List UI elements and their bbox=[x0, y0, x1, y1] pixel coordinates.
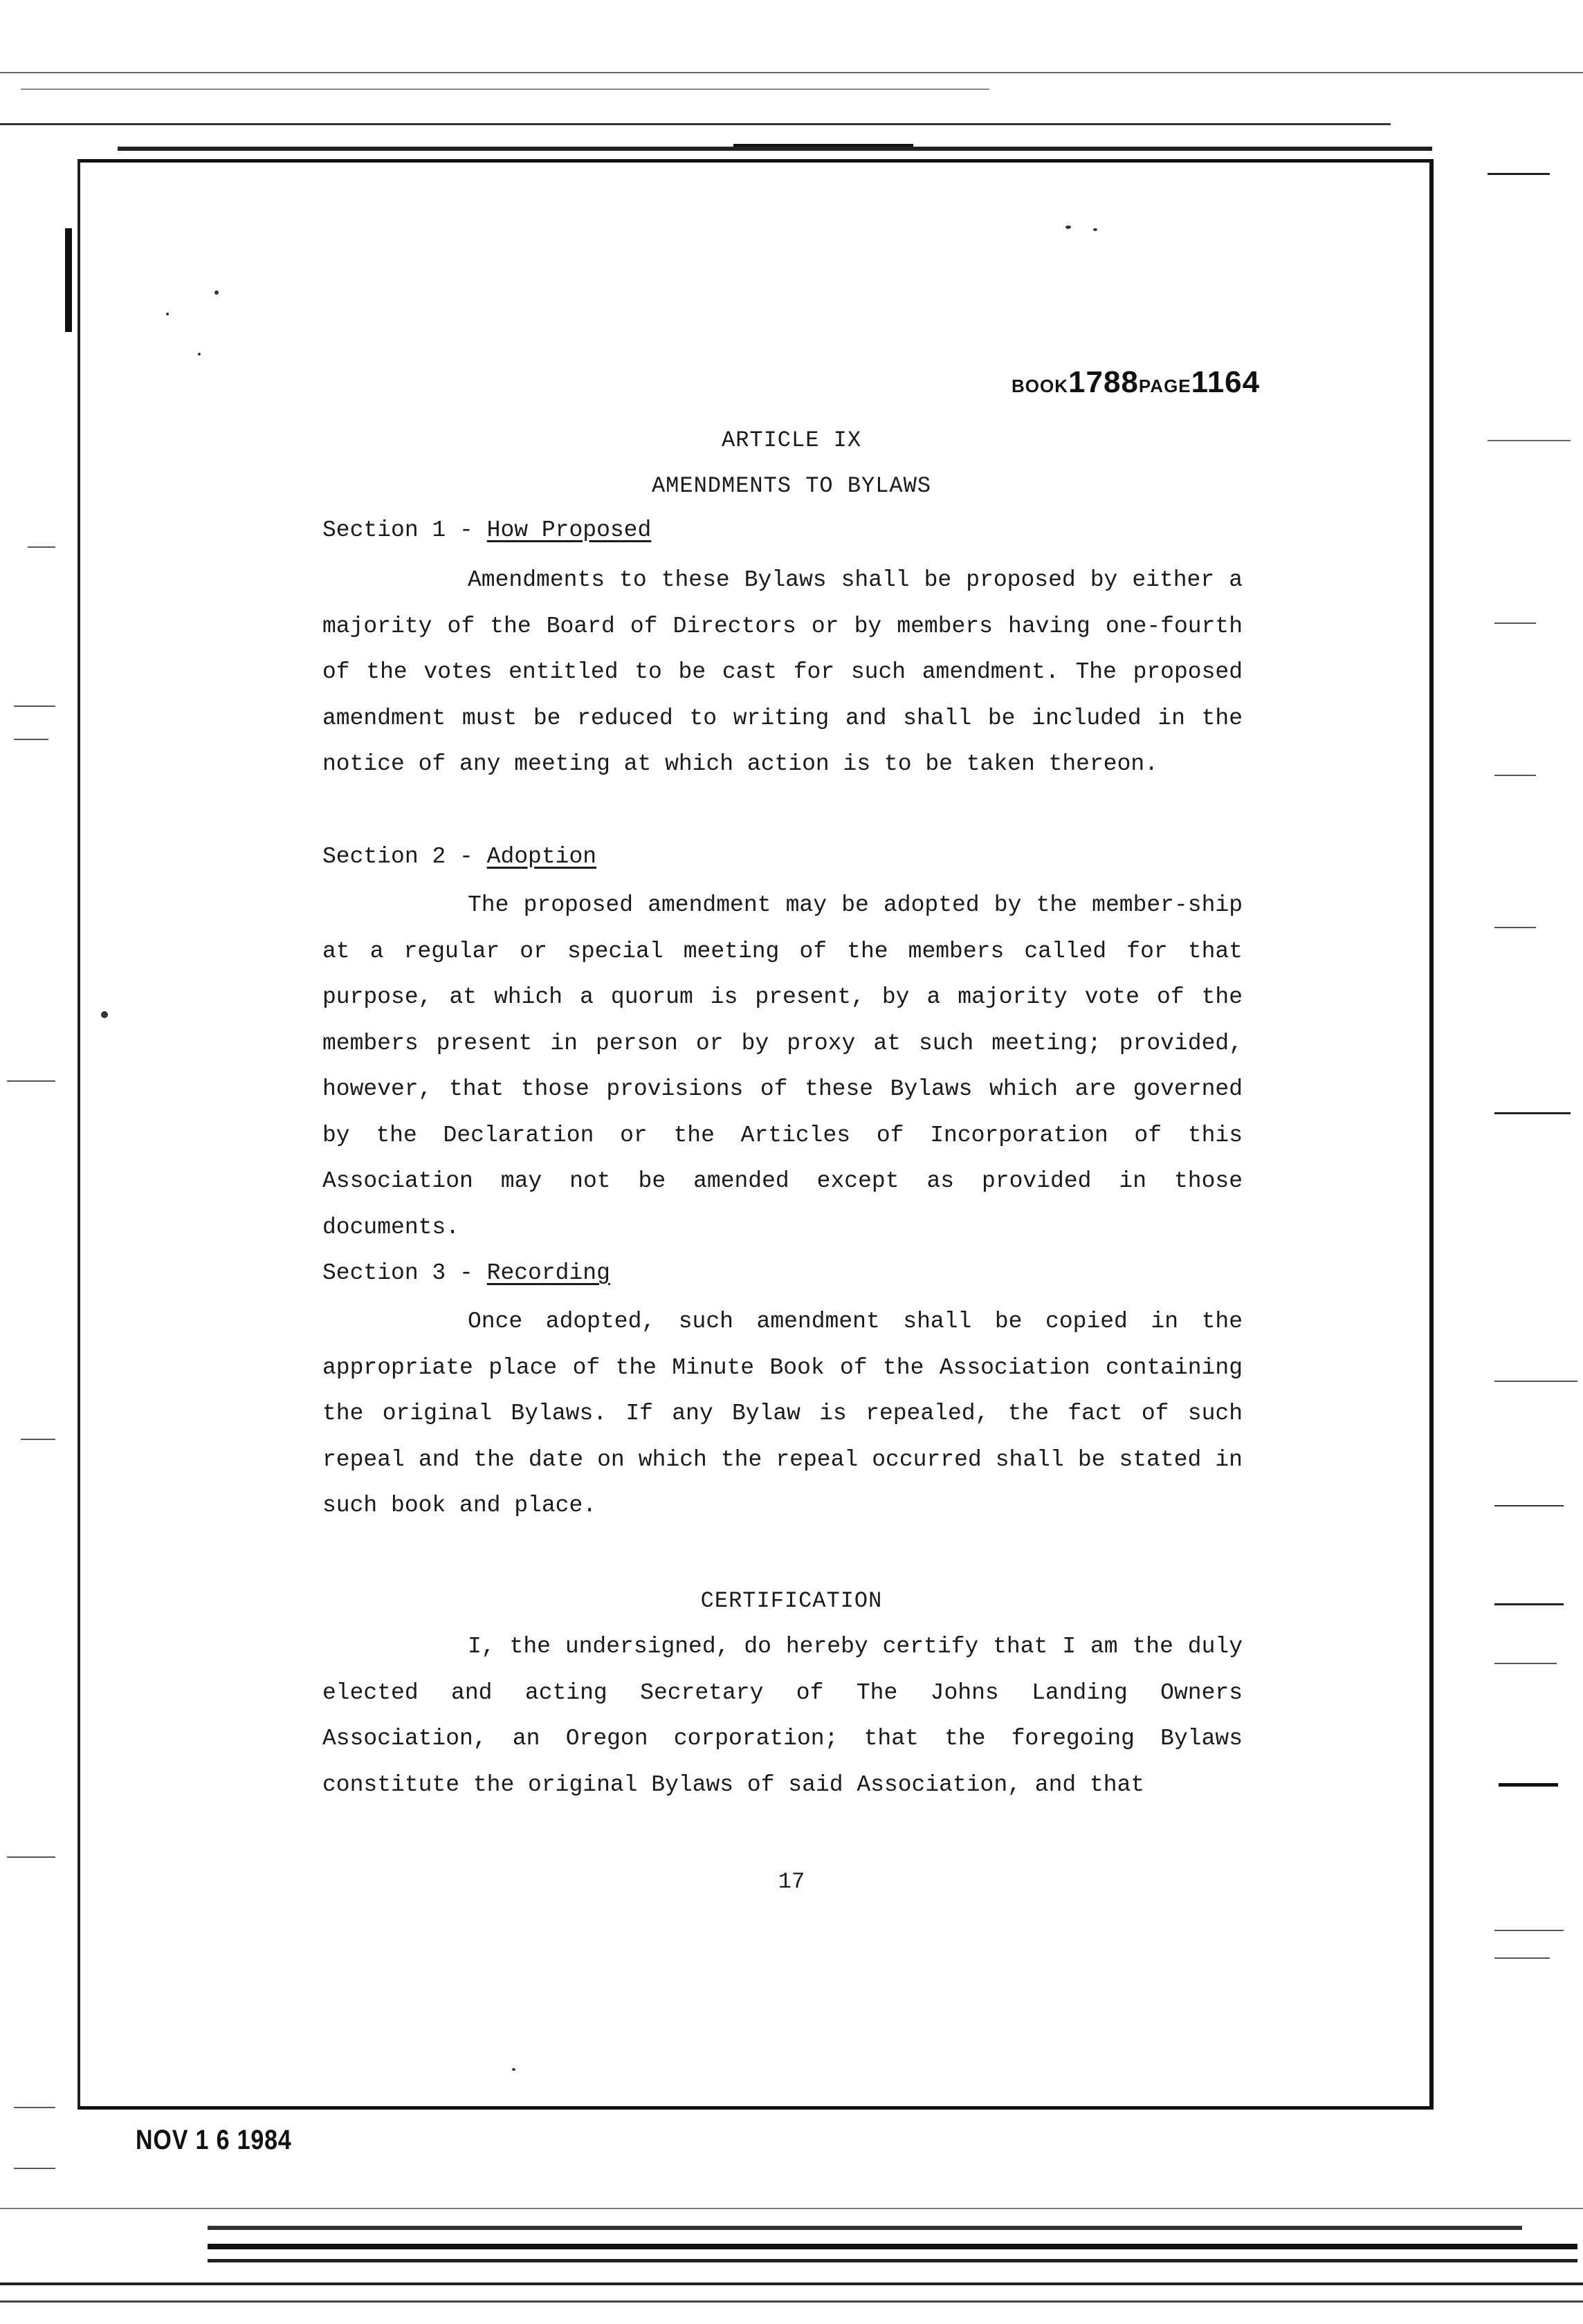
article-number: ARTICLE IX bbox=[721, 427, 862, 453]
certification-body: I, the undersigned, do hereby certify that I am the duly elected and acting Secretary of The Johns Landing Owners Association, an Oregon corporation; that the foregoing Bylaws constitute the original Bylaws of said Association, and that bbox=[322, 1634, 1243, 1798]
certification-heading: CERTIFICATION bbox=[700, 1588, 883, 1614]
scan-artifact-right bbox=[1494, 1957, 1550, 1959]
scan-artifact-right bbox=[1488, 173, 1550, 175]
scan-artifact-left bbox=[28, 546, 55, 548]
scan-artifact-bottom bbox=[0, 2282, 1583, 2285]
date-stamp: NOV 1 6 1984 bbox=[136, 2125, 292, 2155]
page-number: 17 bbox=[778, 1869, 805, 1894]
scan-artifact-right bbox=[1494, 622, 1536, 624]
scan-artifact-top bbox=[21, 89, 989, 90]
section-label: Section 2 - bbox=[322, 844, 487, 869]
scan-artifact-top bbox=[733, 144, 913, 147]
scan-artifact-right bbox=[1494, 927, 1536, 928]
stamp-page-number: 1164 bbox=[1191, 365, 1261, 399]
section-1-body: Amendments to these Bylaws shall be proposed by either a majority of the Board of Directors or by members having one-fourth of the votes entitled to be cast for such amendment. The proposed amendment must be reduced to writing and shall be included in the notice of any meeting at which action is to be taken thereon. bbox=[322, 567, 1243, 777]
book-page-stamp bbox=[1012, 365, 1260, 400]
section-1-heading bbox=[322, 517, 651, 543]
scan-artifact-right bbox=[1499, 1783, 1558, 1787]
section-2-body: The proposed amendment may be adopted by the member-ship at a regular or special meeting of the members called for that purpose, at which a quorum is present, by a majority vote of the members present in person or by proxy at such meeting; provided, however, that those provisions of these Bylaws which are governed by the Declaration or the Articles of Incorporation of this Association may not be amended except as provided in those documents. bbox=[322, 892, 1243, 1240]
section-title: Adoption bbox=[486, 844, 597, 869]
scan-artifact-right bbox=[1494, 1505, 1564, 1506]
scan-artifact-top bbox=[118, 147, 1432, 151]
scan-artifact-left bbox=[21, 1439, 55, 1440]
scan-artifact-right bbox=[1494, 1381, 1577, 1382]
scan-artifact-left bbox=[14, 2168, 55, 2169]
section-2-heading bbox=[322, 844, 596, 869]
scan-artifact-right bbox=[1494, 775, 1536, 776]
scan-artifact-bottom bbox=[208, 2226, 1522, 2230]
scan-artifact-left bbox=[14, 706, 55, 707]
scan-artifact-left bbox=[65, 228, 72, 332]
scan-artifact-right bbox=[1494, 1930, 1564, 1931]
scan-artifact-bottom bbox=[0, 2300, 1583, 2303]
scan-artifact-left bbox=[7, 1080, 55, 1082]
scan-artifact-right bbox=[1494, 1663, 1557, 1664]
section-title: How Proposed bbox=[486, 517, 652, 543]
section-title: Recording bbox=[486, 1260, 610, 1286]
scan-artifact-left bbox=[14, 739, 48, 740]
scan-artifact-top bbox=[0, 123, 1391, 125]
section-3-heading bbox=[322, 1260, 610, 1286]
page-prefix: PAGE bbox=[1138, 376, 1191, 396]
scan-artifact-bottom bbox=[208, 2244, 1577, 2249]
book-prefix: BOOK bbox=[1012, 376, 1068, 396]
scan-artifact-right bbox=[1494, 1112, 1571, 1114]
article-title: AMENDMENTS TO BYLAWS bbox=[651, 473, 932, 499]
scan-artifact-left bbox=[14, 2107, 55, 2108]
book-number: 1788 bbox=[1068, 365, 1139, 399]
scan-artifact-bottom bbox=[0, 2208, 1583, 2209]
section-label: Section 3 - bbox=[322, 1260, 487, 1286]
section-label: Section 1 - bbox=[322, 517, 487, 543]
scan-artifact-left bbox=[7, 1856, 55, 1858]
scan-artifact-bottom bbox=[208, 2259, 1577, 2262]
section-3-body: Once adopted, such amendment shall be copied in the appropriate place of the Minute Book of the Association containing the original Bylaws. If any Bylaw is repealed, the fact of such repeal and the date on which the repeal occurred shall be stated in such book and place. bbox=[322, 1309, 1243, 1518]
scan-artifact-top bbox=[0, 72, 1583, 73]
